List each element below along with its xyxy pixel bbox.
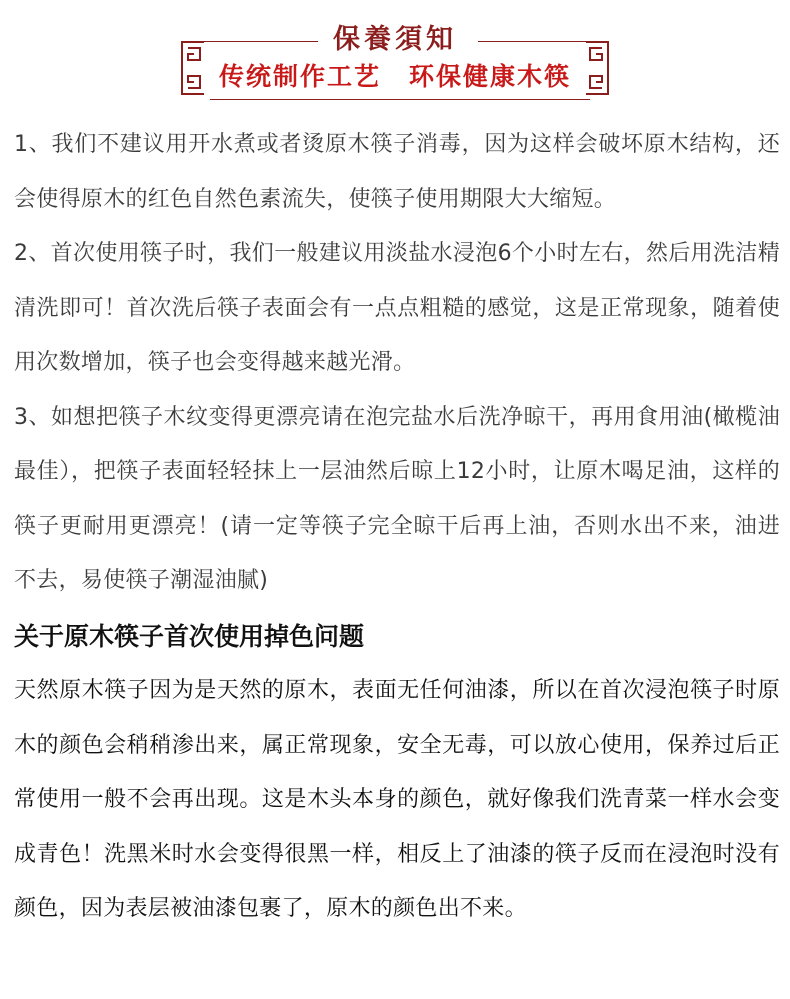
instruction-paragraph-1: 1、我们不建议用开水煮或者烫原木筷子消毒，因为这样会破坏原木结构，还会使得原木的红色自然色素流失，使筷子使用期限大大缩短。 [14, 132, 780, 212]
care-instructions [14, 118, 780, 609]
subtitle-craft: 传统制作工艺 [218, 62, 381, 91]
instruction-paragraph-3: 3、如想把筷子木纹变得更漂亮请在泡完盐水后洗净晾干，再用食用油(橄榄油最佳），把筷子表面轻轻抹上一层油然后晾上12小时，让原木喝足油，这样的筷子更耐用更漂亮！(请一定等筷子完全晾干后再上油，否则水出不来，油进不去，易使筷子潮湿油腻) [14, 404, 780, 593]
care-subtitle [0, 60, 790, 94]
instruction-paragraph-2: 2、首次使用筷子时，我们一般建议用淡盐水浸泡6个小时左右，然后用洗洁精清洗即可！首次洗后筷子表面会有一点点粗糙的感觉，这是正常现象，随着使用次数增加，筷子也会变得越来越光滑。 [14, 241, 780, 375]
section-title: 关于原木筷子首次使用掉色问题 [14, 622, 365, 651]
subtitle-bottom-rule [210, 99, 590, 100]
care-title: 保養須知 [333, 24, 457, 55]
care-header [0, 0, 790, 118]
section-body: 天然原木筷子因为是天然的原木，表面无任何油漆，所以在首次浸泡筷子时原木的颜色会稍稍渗出来，属正常现象，安全无毒，可以放心使用，保养过后正常使用一般不会再出现。这是木头本身的颜色，就好像我们洗青菜一样水会变成青色！洗黑米时水会变得很黑一样，相反上了油漆的筷子反而在浸泡时没有颜色，因为表层被油漆包裹了，原木的颜色出不来。 [14, 678, 780, 921]
subtitle-eco: 环保健康木筷 [409, 62, 572, 91]
